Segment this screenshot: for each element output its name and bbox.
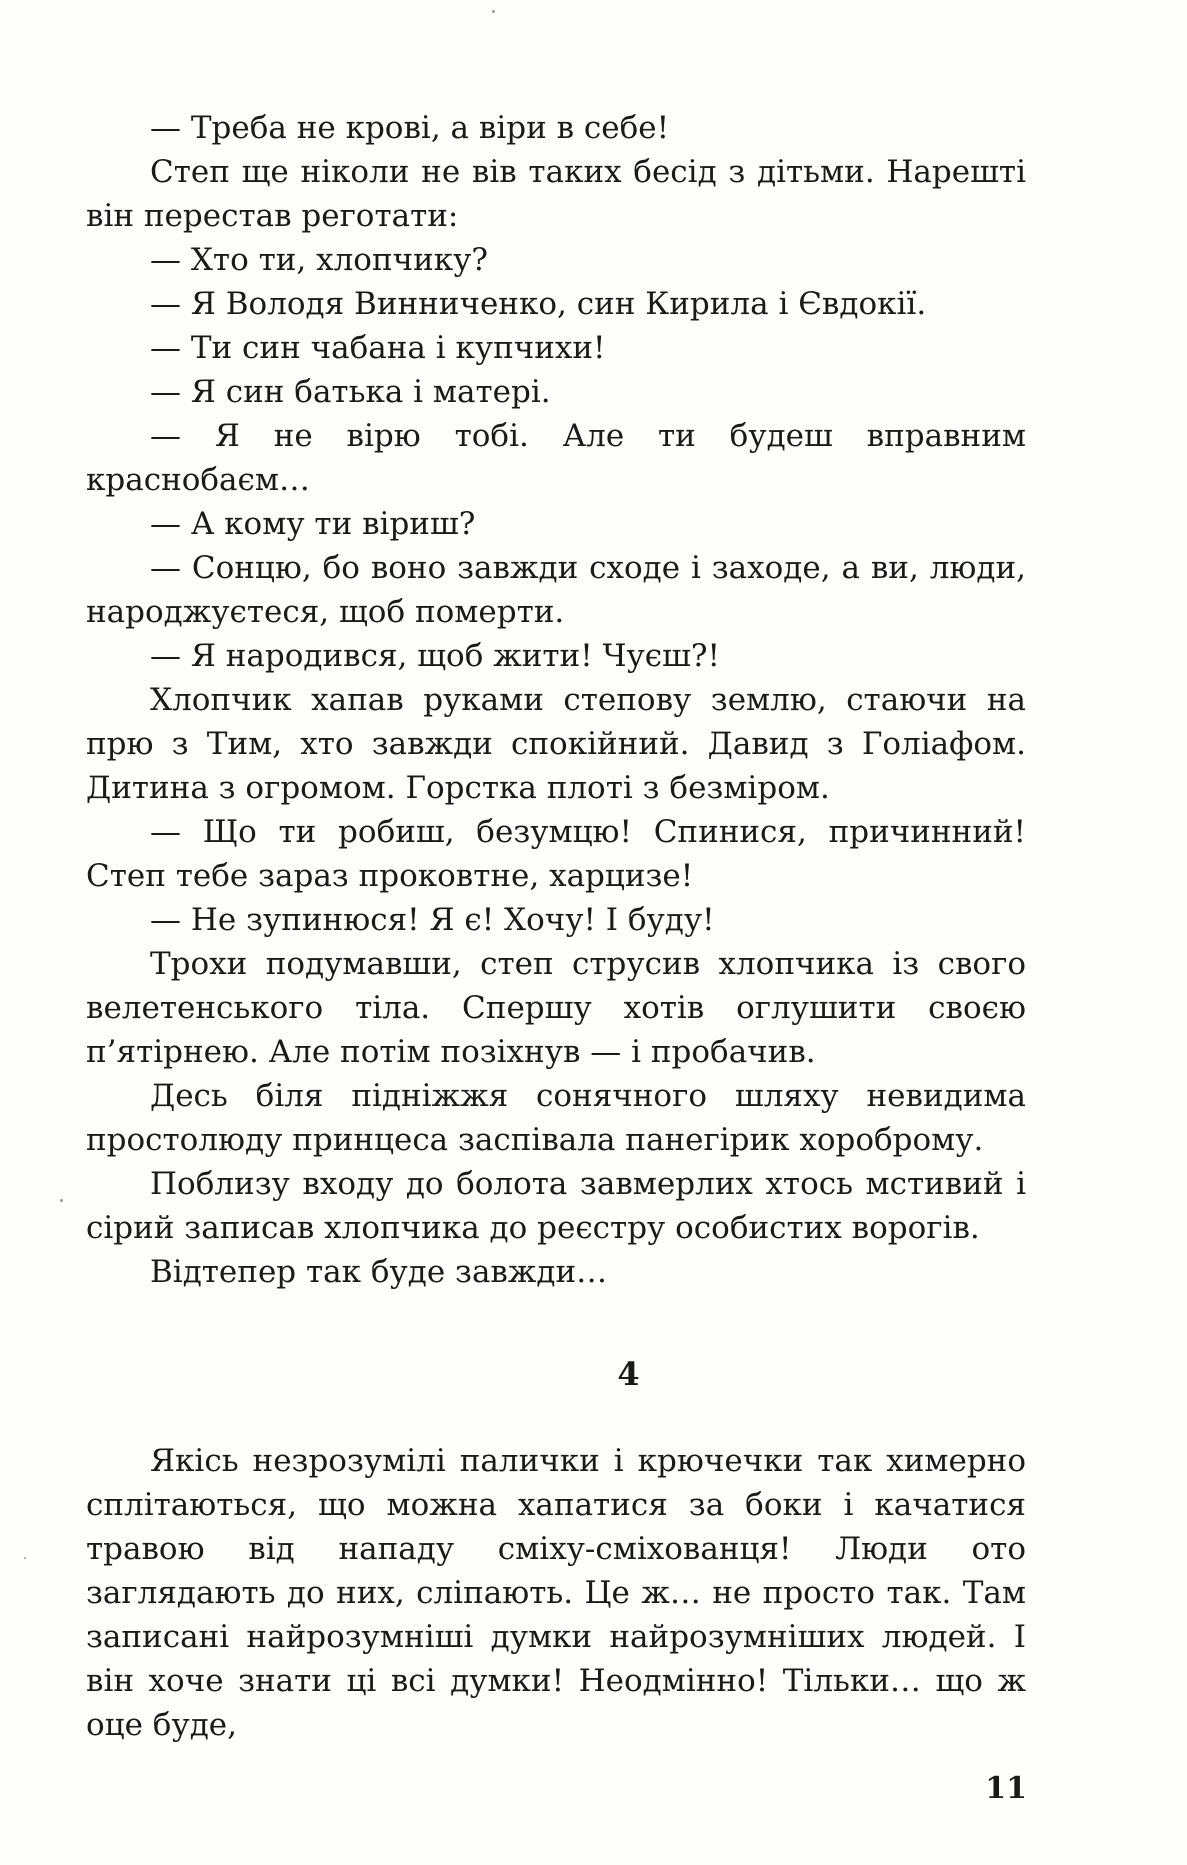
paragraph: — Я син батька і матері.	[150, 374, 551, 410]
scan-speck	[492, 10, 495, 13]
paragraph: — Сонцю, бо воно завжди сходе і заходе, а ви, люди, народжуєтеся, щоб померти.	[86, 550, 1026, 630]
paragraph: Поблизу входу до болота завмерлих хтось мстивий і сірий записав хлопчика до реєстру особистих ворогів.	[86, 1166, 1026, 1246]
paragraph: Трохи подумавши, степ струсив хлопчика із свого велетенського тіла. Спершу хотів оглушити своєю п’ятірнею. Але потім позіхнув — і пробачив.	[86, 946, 1026, 1070]
paragraph: — Я Володя Винниченко, син Кирила і Євдокії.	[150, 286, 927, 322]
paragraph: — Я народився, щоб жити! Чуєш?!	[150, 638, 720, 674]
paragraph: — Що ти робиш, безумцю! Спинися, причинний! Степ тебе зараз проковтне, харцизе!	[86, 814, 1026, 894]
text-block-top	[86, 106, 1026, 1294]
paragraph: — Я не вірю тобі. Але ти будеш вправним краснобаєм…	[86, 418, 1026, 498]
paragraph: — Треба не крові, а віри в себе!	[150, 110, 670, 146]
paragraph: Відтепер так буде завжди…	[150, 1254, 608, 1290]
chapter-number: 4	[617, 1355, 640, 1393]
paragraph: Десь біля підніжжя сонячного шляху невидима простолюду принцеса заспівала панегірик хороброму.	[86, 1078, 1026, 1158]
scan-speck	[60, 1199, 63, 1202]
paragraph: Степ ще ніколи не вів таких бесід з дітьми. Нарешті він перестав реготати:	[86, 154, 1026, 234]
paragraph: Хлопчик хапав руками степову землю, стаючи на прю з Тим, хто завжди спокійний. Давид з Голіафом. Дитина з огромом. Горстка плоті з безміром.	[86, 682, 1026, 806]
page-number: 11	[985, 1771, 1027, 1806]
paragraph: — Не зупинюся! Я є! Хочу! І буду!	[150, 902, 715, 938]
scan-speck	[24, 1557, 26, 1559]
paragraph: — Хто ти, хлопчику?	[150, 242, 489, 278]
paragraph: — А кому ти віриш?	[150, 506, 476, 542]
text-block-bottom	[86, 1439, 1026, 1747]
paragraph: — Ти син чабана і купчихи!	[150, 330, 606, 366]
paragraph: Якісь незрозумілі палички і крючечки так химерно сплітаються, що можна хапатися за боки і качатися травою від нападу сміху-сміхованця! Люди ото заглядають до них, сліпають. Це ж… не просто так. Там записані найрозумніші думки найрозумніших людей. І він хоче знати ці всі думки! Неодмінно! Тільки… що ж оце буде,	[86, 1443, 1026, 1743]
